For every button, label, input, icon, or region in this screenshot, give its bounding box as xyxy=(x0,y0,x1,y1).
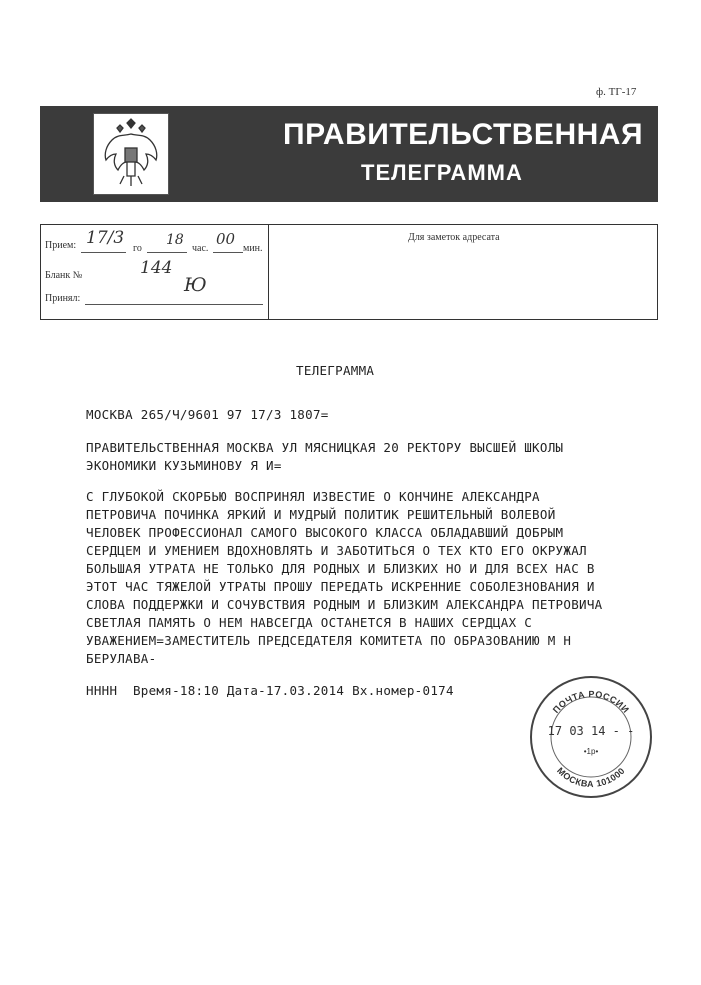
form-box-left-rule xyxy=(40,224,41,319)
stamp-top-text: ПОЧТА РОССИИ xyxy=(550,688,632,716)
notes-label: Для заметок адресата xyxy=(408,232,500,243)
priem-date-value: 17/3 xyxy=(86,228,125,248)
form-code: ф. ТГ-17 xyxy=(596,86,637,98)
priem-date-line xyxy=(81,252,126,253)
banner-title-line1: ПРАВИТЕЛЬСТВЕННАЯ xyxy=(283,118,644,151)
stamp-bottom-text: МОСКВА 101000 xyxy=(555,765,627,790)
telegram-heading: ТЕЛЕГРАММА xyxy=(296,363,375,378)
banner-title-line2: ТЕЛЕГРАММА xyxy=(361,160,523,185)
coat-of-arms-icon xyxy=(93,113,169,195)
min-label: мин. xyxy=(243,243,263,254)
body-line: БЕРУЛАВА- xyxy=(86,651,157,666)
address-line: ПРАВИТЕЛЬСТВЕННАЯ МОСКВА УЛ МЯСНИЦКАЯ 20 РЕКТОРУ ВЫСШЕЙ ШКОЛЫ xyxy=(86,440,564,455)
body-line: УВАЖЕНИЕМ=ЗАМЕСТИТЕЛЬ ПРЕДСЕДАТЕЛЯ КОМИТЕТА ПО ОБРАЗОВАНИЮ М Н xyxy=(86,633,572,648)
route-line: МОСКВА 265/Ч/9601 97 17/3 1807= xyxy=(86,407,329,422)
form-box-right-rule xyxy=(657,224,658,319)
prinyal-label: Принял: xyxy=(45,293,81,304)
prinyal-line xyxy=(85,304,263,305)
body-line: СЕРДЦЕМ И УМЕНИЕМ ВДОХНОВЛЯТЬ И ЗАБОТИТЬСЯ О ТЕХ КТО ЕГО ОКРУЖАЛ xyxy=(86,543,587,558)
stamp-date: 17 03 14 - - xyxy=(547,724,635,738)
body-line: СЛОВА ПОДДЕРЖКИ И СОЧУВСТВИЯ РОДНЫМ И БЛИЗКИМ АЛЕКСАНДРА ПЕТРОВИЧА xyxy=(86,597,603,612)
hour-value: 18 xyxy=(166,232,184,248)
hour-line xyxy=(147,252,187,253)
body-line: ЭТОТ ЧАС ТЯЖЕЛОЙ УТРАТЫ ПРОШУ ПЕРЕДАТЬ ИСКРЕННИЕ СОБОЛЕЗНОВАНИЯ И xyxy=(86,579,595,594)
form-box-bottom-rule xyxy=(40,319,658,320)
blank-value: 144 xyxy=(140,258,173,278)
svg-text:ПОЧТА РОССИИ xyxy=(551,689,631,715)
body-line: БОЛЬШАЯ УТРАТА НЕ ТОЛЬКО ДЛЯ РОДНЫХ И БЛИЗКИХ НО И ДЛЯ ВСЕХ НАС В xyxy=(86,561,595,576)
footer-line: НННН Время-18:10 Дата-17.03.2014 Вх.номер-0174 xyxy=(86,683,454,698)
go-label: го xyxy=(133,243,142,254)
form-box-top-rule xyxy=(40,224,658,225)
min-value: 00 xyxy=(216,230,236,248)
blank-label: Бланк № xyxy=(45,270,83,281)
stamp-sub: •1р• xyxy=(583,747,599,756)
body-line: ПЕТРОВИЧА ПОЧИНКА ЯРКИЙ И МУДРЫЙ ПОЛИТИК РЕШИТЕЛЬНЫЙ ВОЛЕВОЙ xyxy=(86,507,556,522)
postal-stamp-icon xyxy=(526,672,656,802)
body-line: СВЕТЛАЯ ПАМЯТЬ О НЕМ НАВСЕГДА ОСТАНЕТСЯ В НАШИХ СЕРДЦАХ С xyxy=(86,615,533,630)
form-box-divider xyxy=(268,224,269,319)
blank-mark: Ю xyxy=(184,274,207,296)
hour-label: час. xyxy=(192,243,209,254)
address-line: ЭКОНОМИКИ КУЗЬМИНОВУ Я И= xyxy=(86,458,282,473)
body-line: С ГЛУБОКОЙ СКОРБЬЮ ВОСПРИНЯЛ ИЗВЕСТИЕ О КОНЧИНЕ АЛЕКСАНДРА xyxy=(86,489,540,504)
min-line xyxy=(213,252,243,253)
priem-label: Прием: xyxy=(45,240,77,251)
body-line: ЧЕЛОВЕК ПРОФЕССИОНАЛ САМОГО ВЫСОКОГО КЛАССА ОБЛАДАВШИЙ ДОБРЫМ xyxy=(86,525,564,540)
